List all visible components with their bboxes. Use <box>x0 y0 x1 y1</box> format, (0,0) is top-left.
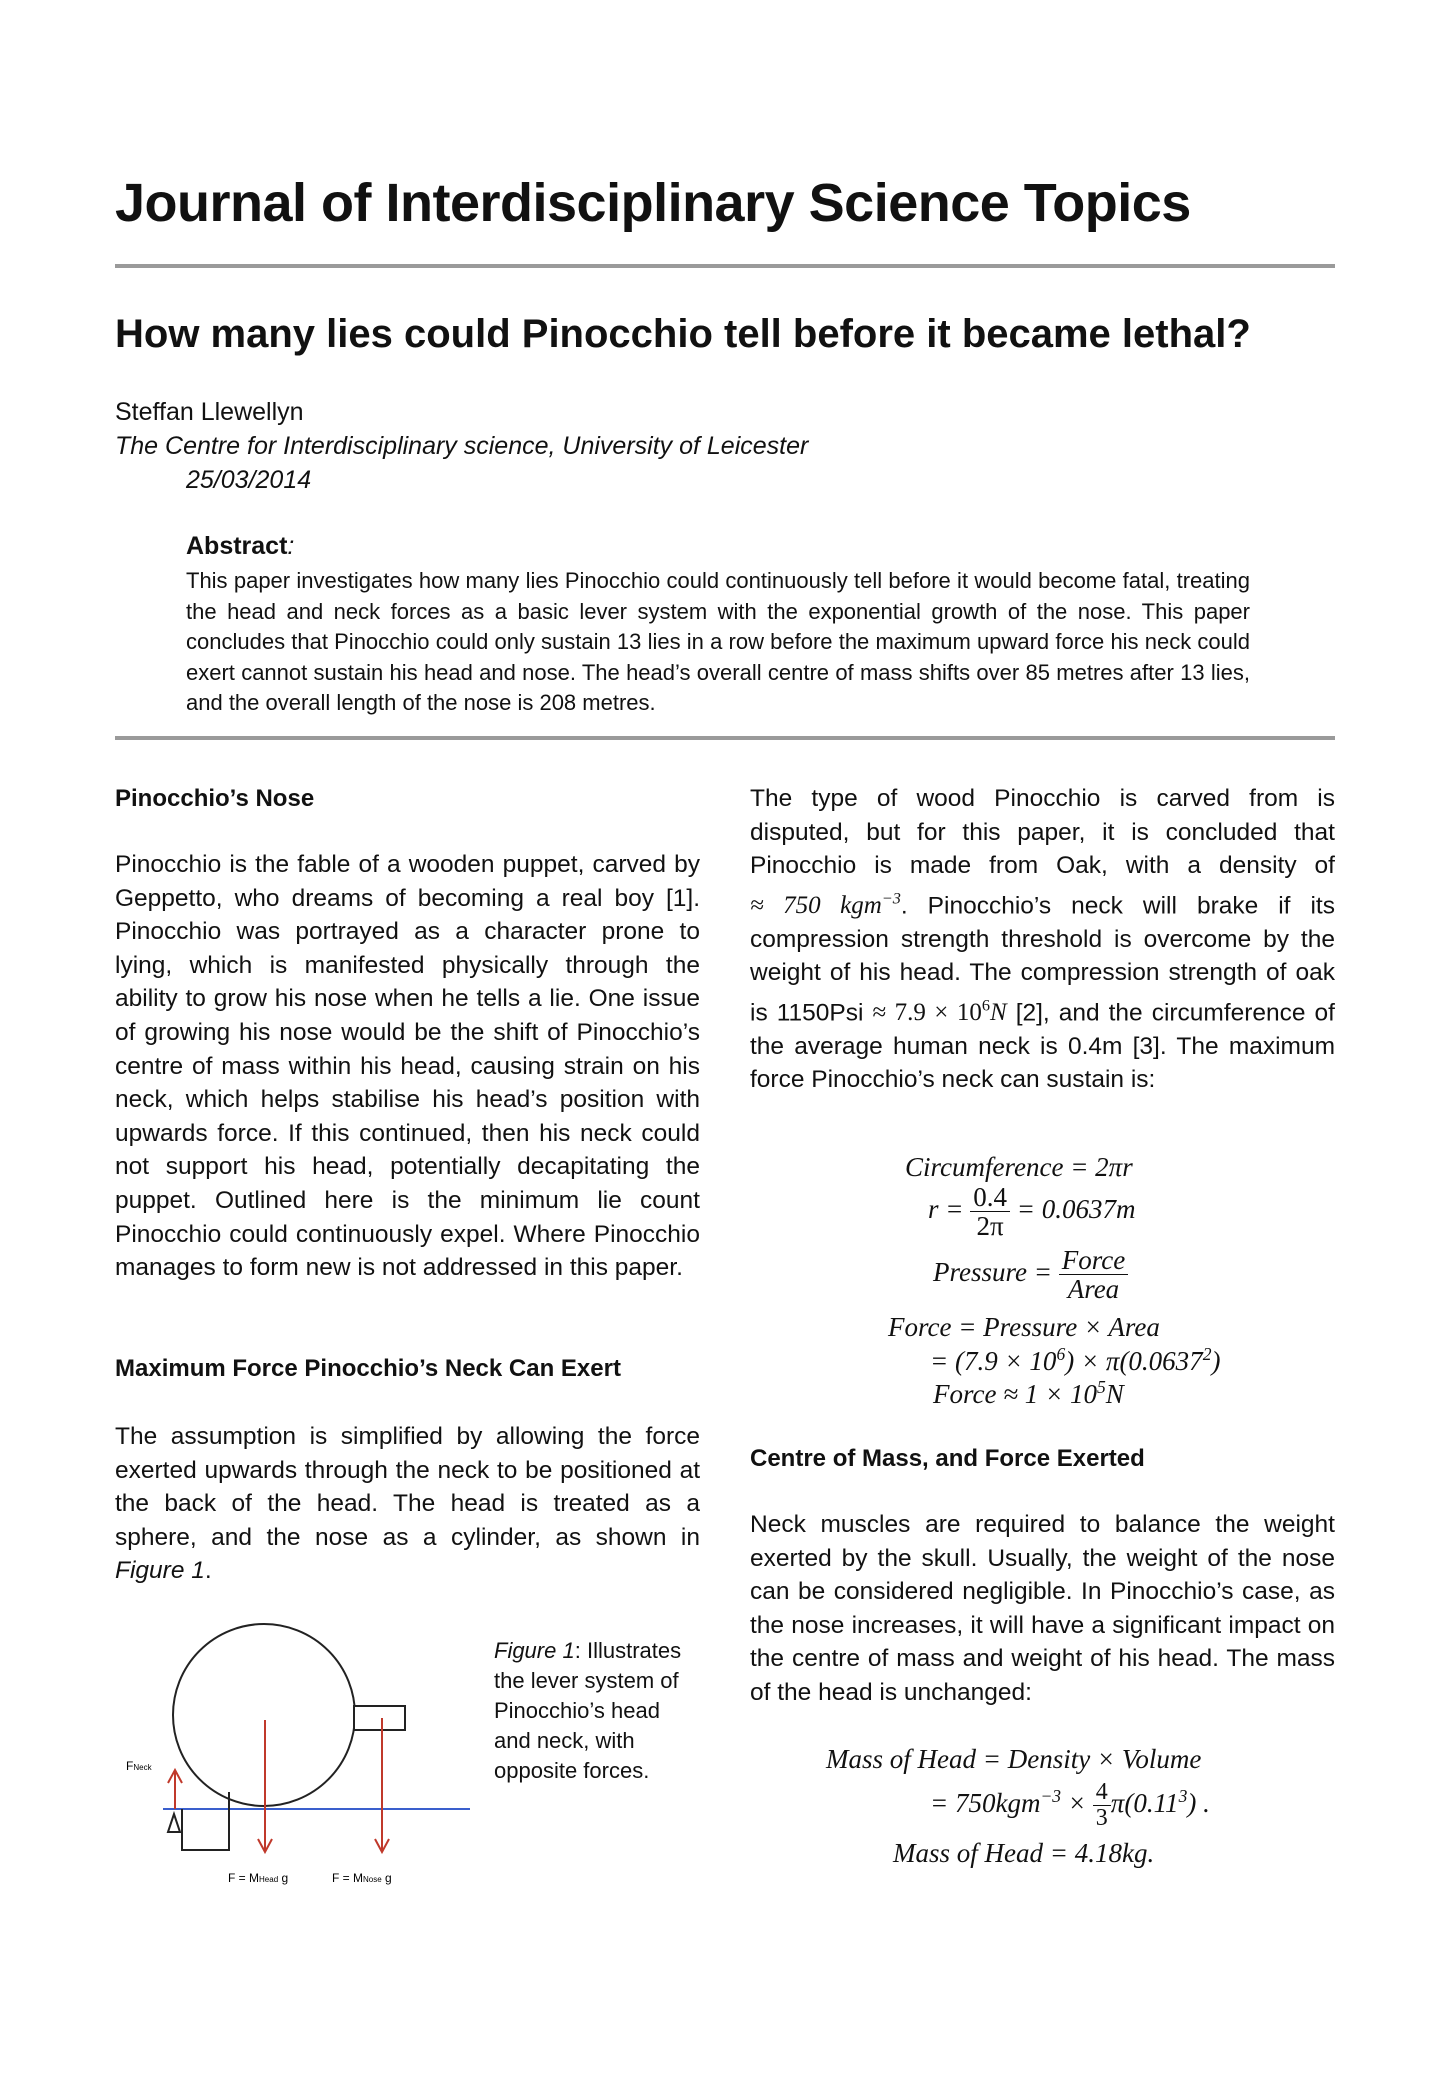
nose-cylinder <box>354 1706 405 1730</box>
figure-reference[interactable]: Figure 1 <box>115 1557 205 1585</box>
abstract-divider <box>115 736 1335 740</box>
section-text-centre-of-mass: Neck muscles are required to balance the weight exerted by the skull. Usually, the weight of the nose can be considered negligible. In Pinocchio’s case, as the nose increases, it will have a significant impact on the centre of mass and weight of his head. The mass of the head is unchanged: <box>750 1511 1335 1706</box>
equation-mass-of-head: Mass of Head = Density × Volume <box>826 1744 1202 1774</box>
article-date: 25/03/2014 <box>186 466 312 494</box>
figure-caption: Figure 1: Illustrates the lever system of Pinocchio’s head and neck, with opposite forces. <box>494 1638 682 1783</box>
equation-mass-result: Mass of Head = 4.18kg. <box>893 1838 1155 1868</box>
abstract-text: This paper investigates how many lies Pinocchio could continuously tell before it would become fatal, treating the head and neck forces as a basic lever system with the exponential growth of the nose. This paper concludes that Pinocchio could only sustain 13 lies in a row before the maximum upward force his neck could exert cannot sustain his head and nose. The head’s overall centre of mass shifts over 85 metres after 13 lies, and the overall length of the nose is 208 metres. <box>186 568 1250 715</box>
equation-force-values: = $(7.9 \times 10^6) \times \pi(0.0637^2)$ <box>930 1344 1221 1376</box>
equation-radius: r = $\frac{0.4}{2\pi}$ = 0.0637m <box>928 1182 1136 1242</box>
section-text-nose: Pinocchio is the fable of a wooden puppet, carved by Geppetto, who dreams of becoming a real boy [1]. Pinocchio was portrayed as a character prone to lying, which is manifested physically through the ability to grow his nose when he tells a lie. One issue of growing his nose would be the shift of Pinocchio’s centre of mass within his head, causing strain on his neck, which helps stabilise his head’s position with upwards force. If this continued, then his neck could not support his head, potentially decapitating the puppet. Outlined here is the minimum lie count Pinocchio could continuously expel. Where Pinocchio manages to form new is not addressed in this paper. <box>115 851 700 1282</box>
lever-diagram <box>110 1612 490 1890</box>
section-heading-nose: Pinocchio’s Nose <box>115 785 315 812</box>
section-heading-centre-of-mass: Centre of Mass, and Force Exerted <box>750 1445 1145 1472</box>
head-force-label: F = MHead g <box>228 1871 289 1885</box>
equation-pressure: Pressure = $\frac{\text{Force}}{\text{Area}}$ <box>933 1246 1128 1304</box>
density-formula: ≈ 750 kgm$^{-3}$ <box>750 889 901 920</box>
neck-force-label: FNeck <box>126 1759 152 1773</box>
article-title: How many lies could Pinocchio tell before it became lethal? <box>115 312 1251 356</box>
section-heading-max-force: Maximum Force Pinocchio’s Neck Can Exert <box>115 1355 621 1382</box>
section-text-wood: The type of wood Pinocchio is carved from is disputed, but for this paper, it is concluded that Pinocchio is made from Oak, with a density of ≈ 750 kgm$^{-3}$. Pinocchio’s neck will brake if its compression strength threshold is overcome by the weight of his head. The compression strength of oak is $1150Psi \approx 7.9 \times 10^6N$ [2], and the circumference of the average human neck is 0.4m [3]. The maximum force Pinocchio’s neck can sustain is: <box>750 785 1335 1094</box>
abstract-heading: Abstract: <box>186 532 295 560</box>
pivot-triangle <box>168 1814 180 1832</box>
equation-force: Force = Pressure × Area <box>888 1312 1160 1342</box>
equation-force-result: Force ≈ $1 \times 10^5N$ <box>933 1377 1124 1409</box>
section-text-max-force: The assumption is simplified by allowing the force exerted upwards through the neck to be positioned at the back of the head. The head is treated as a sphere, and the nose as a cylinder, as shown in Figure 1. <box>115 1423 700 1585</box>
equation-mass-values: = 750kgm$^{-3}$ × $\frac{4}{3}$ π(0.11$^3$) . <box>930 1779 1210 1832</box>
author-name: Steffan Llewellyn <box>115 398 304 426</box>
header-divider <box>115 264 1335 268</box>
journal-title: Journal of Interdisciplinary Science Topics <box>115 173 1191 233</box>
strength-formula: ≈ $7.9 \times 10^6N$ <box>872 996 1007 1027</box>
author-affiliation: The Centre for Interdisciplinary science, University of Leicester <box>115 432 809 460</box>
neck-block <box>182 1792 229 1850</box>
nose-force-label: F = MNose g <box>332 1871 392 1885</box>
equation-circumference: Circumference = 2πr <box>905 1152 1133 1182</box>
